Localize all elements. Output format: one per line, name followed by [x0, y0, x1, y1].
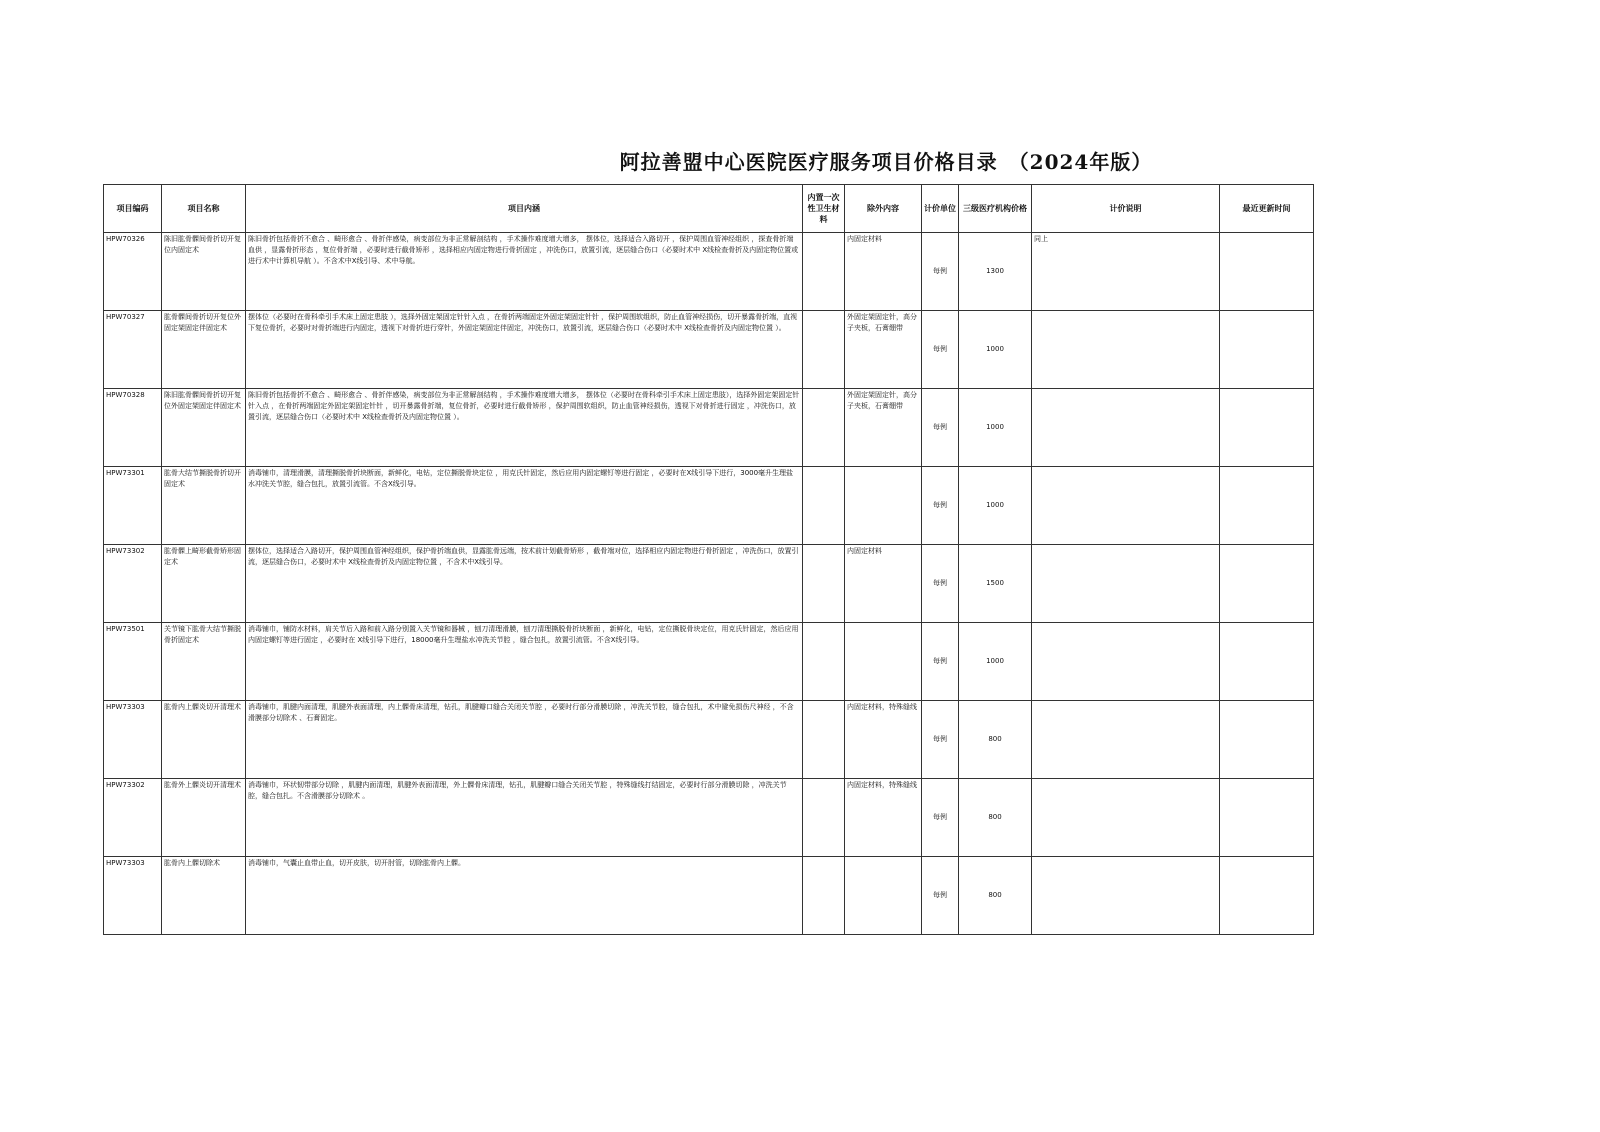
cell-name: 肱骨髁间骨折切开复位外固定架固定伴固定术: [162, 311, 246, 389]
cell-consumables: [803, 701, 845, 779]
cell-code: HPW70326: [104, 233, 162, 311]
cell-note: [1032, 857, 1220, 935]
table-row: [104, 779, 1314, 857]
cell-price: 1000: [959, 389, 1032, 467]
cell-excluded: 内固定材料: [845, 233, 922, 311]
cell-updated: [1220, 233, 1314, 311]
cell-price: 1000: [959, 467, 1032, 545]
cell-content: 摆体位（必要时在骨科牵引手术床上固定患肢 ），选择外固定架固定针针入点 ，在骨折两端固定外固定架固定针针 ，保护周围软组织，防止血管神经损伤，切开暴露骨折端，直视下复位骨折，必要时对骨折端进行内固定，透视下对骨折进行穿针，外固定架固定伴固定，冲洗伤口，放置引流，逐层缝合伤口（必要时术中 X线检查骨折及内固定物位置 ）。: [246, 311, 803, 389]
cell-note: [1032, 623, 1220, 701]
cell-note: [1032, 701, 1220, 779]
header-updated: 最近更新时间: [1220, 185, 1314, 233]
table-row: [104, 389, 1314, 467]
cell-name: 关节镜下肱骨大结节撕脱骨折固定术: [162, 623, 246, 701]
cell-price: 800: [959, 779, 1032, 857]
cell-updated: [1220, 545, 1314, 623]
cell-updated: [1220, 857, 1314, 935]
cell-code: HPW73303: [104, 857, 162, 935]
cell-content: 陈旧骨折包括骨折不愈合 、畸形愈合 、骨折伴感染，病变部位为非正常解剖结构 ，手术操作难度增大增多， 摆体位，选择适合入路切开 ，保护周围血管神经组织 ，探查骨折端血供 ，显露骨折形态 ，复位骨折端 ，必要时进行截骨矫形 ，选择相应内固定物进行骨折固定 ，冲洗伤口，放置引流，逐层缝合伤口（必要时术中 X线检查骨折及内固定物位置或进行术中计算机导航 ）。不含术中X线引导、术中导航。: [246, 233, 803, 311]
cell-code: HPW73501: [104, 623, 162, 701]
cell-content: 摆体位，选择适合入路切开，保护周围血管神经组织，保护骨折端血供，显露肱骨远端，按术前计划截骨矫形 ，截骨端对位，选择相应内固定物进行骨折固定 ，冲洗伤口，放置引流，逐层缝合伤口，必要时术中 X线检查骨折及内固定物位置 ，不含术中X线引导。: [246, 545, 803, 623]
cell-name: 肱骨外上髁炎切开清理术: [162, 779, 246, 857]
cell-consumables: [803, 545, 845, 623]
cell-unit: 每例: [922, 545, 959, 623]
cell-content: 消毒铺巾，肌腱内面清理，肌腱外表面清理，内上髁骨床清理，钻孔，肌腱瓣口缝合关闭关节腔 ，必要时行部分滑膜切除 ，冲洗关节腔，缝合包扎，术中避免损伤尺神经 ，不含滑膜部分切除术 、石膏固定。: [246, 701, 803, 779]
table-row: [104, 233, 1314, 311]
cell-unit: 每例: [922, 779, 959, 857]
cell-name: 陈旧肱骨髁间骨折切开复位内固定术: [162, 233, 246, 311]
cell-unit: 每例: [922, 857, 959, 935]
cell-excluded: 内固定材料，特殊缝线: [845, 701, 922, 779]
cell-consumables: [803, 857, 845, 935]
cell-consumables: [803, 779, 845, 857]
header-unit: 计价单位: [922, 185, 959, 233]
cell-name: 肱骨内上髁炎切开清理术: [162, 701, 246, 779]
cell-consumables: [803, 467, 845, 545]
cell-code: HPW73302: [104, 779, 162, 857]
cell-updated: [1220, 311, 1314, 389]
price-table: [103, 184, 1314, 935]
cell-updated: [1220, 779, 1314, 857]
cell-name: 肱骨内上髁切除术: [162, 857, 246, 935]
cell-content: 消毒铺巾，气囊止血带止血，切开皮肤，切开肘管，切除肱骨内上髁。: [246, 857, 803, 935]
cell-price: 1500: [959, 545, 1032, 623]
cell-note: [1032, 311, 1220, 389]
cell-note: 同上: [1032, 233, 1220, 311]
cell-consumables: [803, 623, 845, 701]
table-row: [104, 467, 1314, 545]
cell-price: 1000: [959, 311, 1032, 389]
cell-excluded: [845, 623, 922, 701]
cell-name: 陈旧肱骨髁间骨折切开复位外固定架固定伴固定术: [162, 389, 246, 467]
cell-updated: [1220, 467, 1314, 545]
header-price: 三级医疗机构价格: [959, 185, 1032, 233]
cell-unit: 每例: [922, 311, 959, 389]
cell-content: 陈旧骨折包括骨折不愈合 、畸形愈合 、骨折伴感染，病变部位为非正常解剖结构 ，手术操作难度增大增多， 摆体位（必要时在骨科牵引手术床上固定患肢），选择外固定架固定针针入点 ，在骨折两端固定外固定架固定针针 ，切开暴露骨折端，复位骨折，必要时进行截骨矫形 ，保护周围软组织，防止血管神经损伤，透视下对骨折进行固定 ，冲洗伤口，放置引流，逐层缝合伤口（必要时术中 X线检查骨折及内固定物位置 ）。: [246, 389, 803, 467]
cell-consumables: [803, 311, 845, 389]
header-name: 项目名称: [162, 185, 246, 233]
cell-content: 消毒铺巾，铺防水材料，肩关节后入路和前入路分别置入关节镜和器械 ，刨刀清理滑膜，刨刀清理撕脱骨折块断面 ，新鲜化，电钻，定位撕脱骨块定位，用克氏针固定，然后应用内固定螺钉等进行固定 ，必要时在 X线引导下进行，18000毫升生理盐水冲洗关节腔 ，缝合包扎，放置引流管。不含X线引导。: [246, 623, 803, 701]
cell-price: 800: [959, 701, 1032, 779]
page-title: 阿拉善盟中心医院医疗服务项目价格目录 （2024年版）: [619, 150, 1153, 174]
header-note: 计价说明: [1032, 185, 1220, 233]
table-row: [104, 857, 1314, 935]
cell-name: 肱骨大结节撕脱骨折切开固定术: [162, 467, 246, 545]
cell-unit: 每例: [922, 623, 959, 701]
cell-note: [1032, 545, 1220, 623]
cell-unit: 每例: [922, 233, 959, 311]
cell-updated: [1220, 389, 1314, 467]
cell-code: HPW73303: [104, 701, 162, 779]
cell-price: 800: [959, 857, 1032, 935]
cell-excluded: [845, 467, 922, 545]
cell-excluded: [845, 857, 922, 935]
cell-updated: [1220, 623, 1314, 701]
cell-note: [1032, 467, 1220, 545]
cell-code: HPW70327: [104, 311, 162, 389]
cell-price: 1300: [959, 233, 1032, 311]
table-row: [104, 623, 1314, 701]
cell-excluded: 外固定架固定针，高分子夹板，石膏绷带: [845, 389, 922, 467]
cell-excluded: 外固定架固定针，高分子夹板，石膏绷带: [845, 311, 922, 389]
cell-code: HPW70328: [104, 389, 162, 467]
cell-note: [1032, 389, 1220, 467]
header-excluded: 除外内容: [845, 185, 922, 233]
cell-consumables: [803, 389, 845, 467]
cell-unit: 每例: [922, 467, 959, 545]
header-row: [104, 185, 1314, 233]
cell-updated: [1220, 701, 1314, 779]
cell-content: 消毒铺巾，环状韧带部分切除 ，肌腱内面清理，肌腱外表面清理，外上髁骨床清理，钻孔，肌腱瓣口缝合关闭关节腔 ，特殊缝线打结固定，必要时行部分滑膜切除 ，冲洗关节腔，缝合包扎。不含滑膜部分切除术 。: [246, 779, 803, 857]
cell-code: HPW73301: [104, 467, 162, 545]
header-content: 项目内涵: [246, 185, 803, 233]
table-row: [104, 545, 1314, 623]
cell-price: 1000: [959, 623, 1032, 701]
cell-unit: 每例: [922, 701, 959, 779]
table-row: [104, 701, 1314, 779]
cell-excluded: 内固定材料，特殊缝线: [845, 779, 922, 857]
header-consumables: 内置一次性卫生材料: [803, 185, 845, 233]
cell-code: HPW73302: [104, 545, 162, 623]
header-code: 项目编码: [104, 185, 162, 233]
cell-excluded: 内固定材料: [845, 545, 922, 623]
cell-note: [1032, 779, 1220, 857]
cell-consumables: [803, 233, 845, 311]
cell-name: 肱骨髁上畸形截骨矫形固定术: [162, 545, 246, 623]
cell-unit: 每例: [922, 389, 959, 467]
cell-content: 消毒铺巾，清理滑膜，清理撕脱骨折块断面，新鲜化，电钻，定位撕脱骨块定位 ，用克氏针固定，然后应用内固定螺钉等进行固定 ，必要时在X线引导下进行，3000毫升生理盐水冲洗关节腔，缝合包扎，放置引流管。不含X线引导。: [246, 467, 803, 545]
table-row: [104, 311, 1314, 389]
